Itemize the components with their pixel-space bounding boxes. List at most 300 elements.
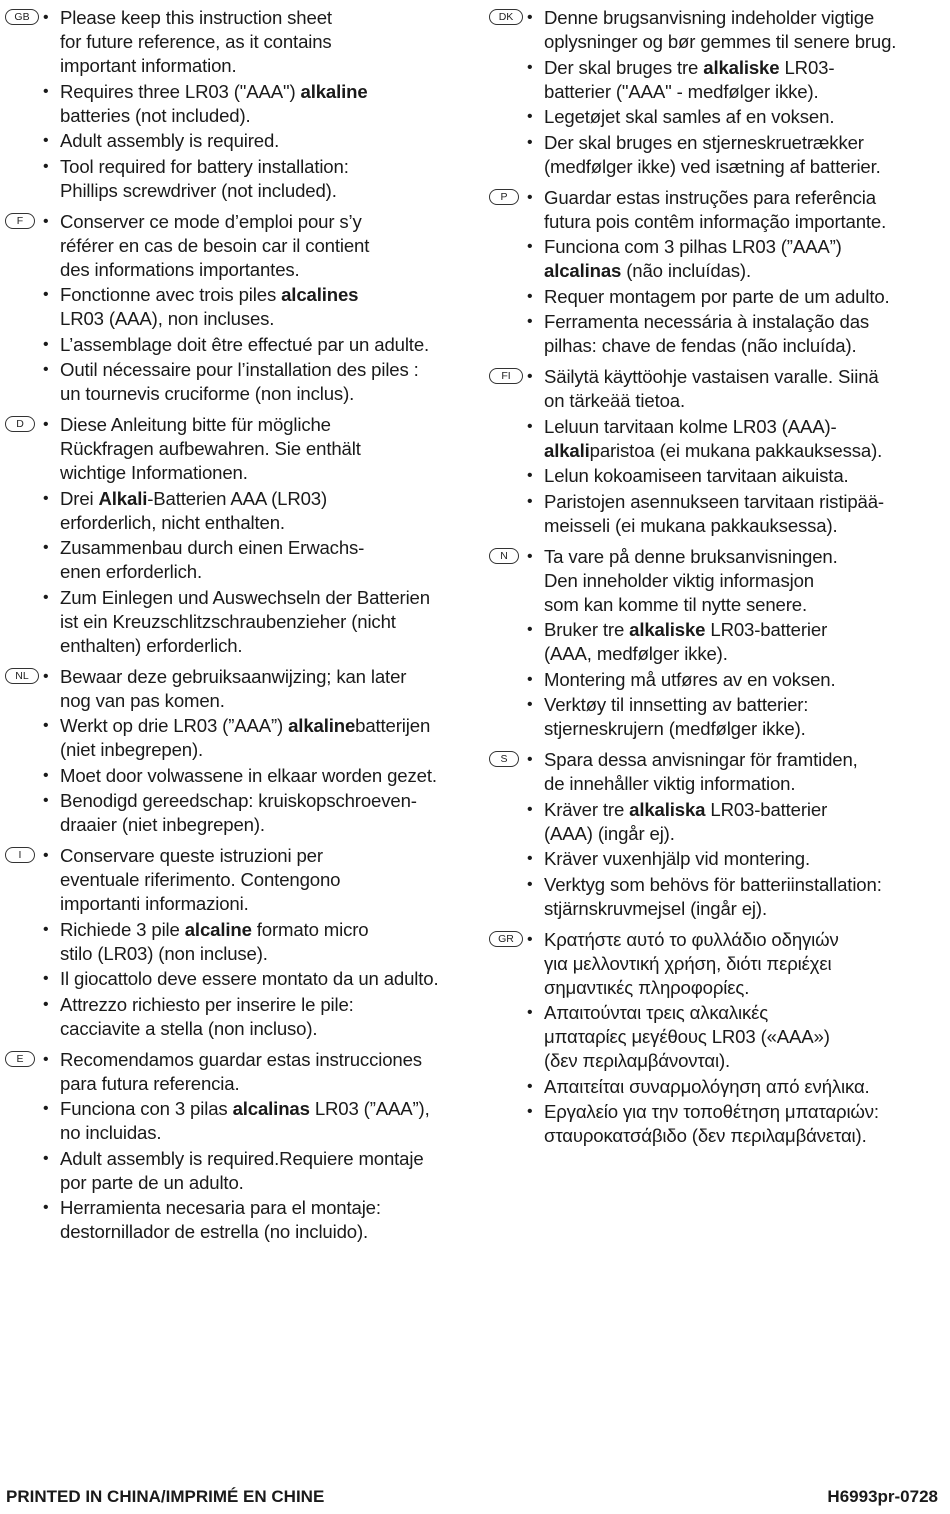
text-run: LR03- [779,56,835,78]
text-run: Outil nécessaire pour l’installation des piles : [60,359,419,380]
text-run: cacciavite a stella (non incluso). [60,1017,318,1039]
text-run: Ta vare på denne bruksanvisningen. [544,545,838,567]
text-run: Zusammenbau durch einen Erwachs- [60,537,365,558]
text-run: για μελλοντική χρήση, διότι περιέχει [544,952,832,974]
text-line [60,560,472,584]
text-run: Der skal bruges tre [544,56,704,78]
text-run: Requer montagem por parte de um adulto. [544,285,890,307]
text-line [60,307,472,331]
bullet-icon: • [43,717,49,734]
text-run: eventuale riferimento. Contengono [60,869,341,890]
language-code-badge: FI [489,368,523,384]
text-run: Fonctionne avec trois piles [60,284,282,305]
instruction-item [527,1100,944,1148]
text-run: Funciona com 3 pilhas LR03 (”AAA”) [544,236,842,257]
instruction-list [43,665,472,838]
text-run: Paristojen asennukseen tarvitaan ristipää- [544,490,884,512]
instruction-item [527,748,944,796]
text-run: Kräver vuxenhjälp vid montering. [544,848,810,869]
section-nl [4,665,472,838]
text-run: no incluidas. [60,1122,162,1143]
text-line [544,1075,944,1099]
text-run: (medfølger ikke) ved isætning af batterier. [544,155,881,177]
text-run: Ferramenta necessária à instalação das [544,311,870,332]
instruction-item [43,586,472,658]
text-line [544,772,944,796]
text-run: importanti informazioni. [60,893,249,914]
text-line [60,30,472,54]
language-code-badge: GB [5,9,39,25]
section-p [488,186,944,359]
text-line [60,155,472,179]
instruction-item [43,1097,472,1145]
text-line [60,813,472,837]
text-run: (AAA) (ingår ej). [544,822,675,844]
text-line [60,258,472,282]
instruction-item [527,668,944,692]
text-line [60,437,472,461]
emphasized-text: alcaline [184,918,252,940]
bullet-icon: • [43,489,49,507]
instruction-list [43,210,472,407]
text-line [544,693,944,717]
text-run: Verktøy til innsetting av batterier: [544,694,809,715]
text-run: Απαιτούνται τρεις αλκαλικές [544,1002,769,1023]
text-line [544,186,944,210]
text-run: Spara dessa anvisningar för framtiden, [544,749,858,770]
print-origin-note: PRINTED IN CHINA/IMPRIMÉ EN CHINE [6,1487,325,1506]
instruction-item [43,129,472,153]
instruction-item [43,358,472,406]
text-line [544,490,944,514]
text-run: batterijen [355,715,431,736]
text-line [60,129,472,153]
language-code-badge: F [5,213,35,229]
bullet-icon: • [43,792,49,809]
instruction-item [43,413,472,485]
section-f [4,210,472,407]
bullet-icon: • [527,751,533,768]
bullet-icon: • [527,9,533,26]
language-code-badge: N [489,548,519,564]
text-line [544,56,944,80]
bullet-icon: • [43,286,49,303]
emphasized-text: alkali [544,439,590,461]
instruction-item [43,789,472,837]
text-line [60,918,472,942]
text-run: de innehåller viktig information. [544,773,796,794]
language-code-badge: P [489,189,519,205]
text-line [544,105,944,129]
bullet-icon: • [527,800,533,818]
text-line [60,487,472,511]
text-line [544,334,944,358]
text-run: oplysninger og bør gemmes til senere brug. [544,31,897,52]
text-line [60,511,472,535]
text-run: important information. [60,55,237,76]
bullet-icon: • [527,621,533,638]
text-run: σημαντικές πληροφορίες. [544,976,750,998]
bullet-icon: • [43,416,49,433]
section-gb [4,6,472,203]
text-line [60,1072,472,1096]
text-line [544,1001,944,1025]
section-fi [488,365,944,538]
bullet-icon: • [43,1199,49,1216]
emphasized-text: alkaline [288,715,356,736]
bullet-icon: • [527,930,533,948]
text-run: for future reference, as it contains [60,31,332,52]
text-line [544,131,944,155]
text-line [60,461,472,485]
instruction-list [527,748,944,921]
text-line [60,1097,472,1121]
text-run: référer en cas de besoin car il contient [60,234,370,256]
language-code-badge: I [5,847,35,863]
text-run: (δεν περιλαμβάνονται). [544,1050,730,1071]
text-line [544,847,944,871]
text-line [60,789,472,813]
text-line [60,80,472,104]
text-line [544,1025,944,1049]
bullet-icon: • [527,696,533,713]
text-run: Il giocattolo deve essere montato da un adulto. [60,968,439,989]
text-line [544,210,944,234]
text-line [544,569,944,593]
text-line [544,897,944,921]
text-run: Conserver ce mode d’emploi pour s’y [60,210,362,232]
text-run: Richiede 3 pile [60,918,185,940]
text-run: stjärnskruvmejsel (ingår ej). [544,897,767,919]
text-line [60,610,472,634]
text-line [544,310,944,334]
bullet-icon: • [43,847,49,864]
instruction-item [527,1001,944,1073]
text-run: meisseli (ei mukana pakkauksessa). [544,514,838,536]
instruction-item [527,798,944,846]
text-line [60,333,472,357]
instruction-item [527,365,944,413]
bullet-icon: • [43,588,49,606]
text-run: L’assemblage doit être effectué par un adulte. [60,333,430,355]
text-run: Κρατήστε αυτό το φυλλάδιο οδηγιών [544,928,839,950]
text-line [544,464,944,488]
text-line [60,54,472,78]
instruction-item [43,844,472,916]
text-line [544,285,944,309]
text-run: Attrezzo richiesto per inserire le pile: [60,993,354,1015]
emphasized-text: alcalines [281,284,359,305]
instruction-item [527,693,944,741]
text-line [60,665,472,689]
text-line [60,358,472,382]
text-run: Der skal bruges en stjerneskruetrækker [544,131,864,153]
bullet-icon: • [527,492,533,510]
instruction-item [43,80,472,128]
instruction-item [43,967,472,991]
text-line [60,892,472,916]
text-run: enthalten) erforderlich. [60,634,243,656]
instruction-item [43,6,472,78]
text-run: stilo (LR03) (non incluse). [60,942,268,964]
instruction-item [43,993,472,1041]
instruction-item [43,536,472,584]
instruction-item [527,415,944,463]
bullet-icon: • [43,9,49,26]
instruction-item [43,1196,472,1244]
text-line [60,382,472,406]
instruction-item [527,618,944,666]
text-run: Rückfragen aufbewahren. Sie enthält [60,438,361,459]
text-run: Drei [60,487,99,509]
bullet-icon: • [527,368,533,385]
section-i [4,844,472,1041]
instruction-list [43,844,472,1041]
text-line [544,1124,944,1148]
left-column [4,6,472,1251]
bullet-icon: • [527,850,533,867]
text-line [60,234,472,258]
emphasized-text: alkaline [300,80,368,102]
bullet-icon: • [43,82,49,100]
bullet-icon: • [527,670,533,688]
instruction-item [43,210,472,282]
text-line [60,1121,472,1145]
text-line [544,618,944,642]
instruction-item [527,56,944,104]
emphasized-text: alkaliske [703,56,780,78]
bullet-icon: • [43,1149,49,1167]
instruction-item [527,545,944,617]
instruction-item [43,1048,472,1096]
text-run: som kan komme til nytte senere. [544,593,807,615]
text-run: batteries (not included). [60,104,251,126]
instruction-item [43,283,472,331]
text-line [60,868,472,892]
text-run: stjerneskrujern (medfølger ikke). [544,718,806,739]
text-run: Werkt op drie LR03 (”AAA”) [60,715,289,736]
instruction-item [43,333,472,357]
text-line [60,714,472,738]
bullet-icon: • [527,547,533,565]
text-run: enen erforderlich. [60,561,203,582]
text-line [544,80,944,104]
text-run: Adult assembly is required. [60,130,280,151]
text-run: ist ein Kreuzschlitzschraubenzieher (nicht [60,610,396,632]
instruction-item [527,131,944,179]
instruction-item [527,1075,944,1099]
text-run: destornillador de estrella (no incluido). [60,1221,369,1242]
emphasized-text: alcalinas [232,1098,310,1119]
bullet-icon: • [527,58,533,76]
text-line [544,976,944,1000]
text-line [544,235,944,259]
text-run: (não incluídas). [621,260,751,281]
text-run: Leluun tarvitaan kolme LR03 (AAA)- [544,415,837,437]
bullet-icon: • [43,667,49,685]
text-line [544,155,944,179]
language-code-badge: D [5,416,35,432]
instruction-list [43,413,472,658]
text-run: pilhas: chave de fendas (não incluída). [544,335,857,356]
text-line [544,545,944,569]
language-code-badge: GR [489,931,523,947]
text-run: formato micro [251,918,369,940]
bullet-icon: • [527,1077,533,1095]
instruction-item [527,847,944,871]
bullet-icon: • [43,361,49,378]
text-line [544,6,944,30]
text-line [60,1220,472,1244]
text-run: wichtige Informationen. [60,462,248,483]
text-run: para futura referencia. [60,1072,240,1094]
text-run: Säilytä käyttöohje vastaisen varalle. Siinä [544,366,879,387]
text-run: Legetøjet skal samles af en voksen. [544,106,835,127]
bullet-icon: • [527,313,533,330]
text-run: Απαιτείται συναρμολόγηση από ενήλικα. [544,1075,870,1097]
bullet-icon: • [43,766,49,784]
instruction-list [527,928,944,1149]
text-run: Guardar estas instruções para referência [544,186,876,208]
text-line [60,1171,472,1195]
instruction-item [43,764,472,788]
text-run: futura pois contêm informação importante. [544,210,887,232]
instruction-item [527,490,944,538]
text-run: des informations importantes. [60,258,300,280]
bullet-icon: • [43,920,49,938]
instruction-item [527,105,944,129]
bullet-icon: • [43,157,49,175]
section-s [488,748,944,921]
bullet-icon: • [43,335,49,353]
instruction-item [527,235,944,283]
instruction-list [43,6,472,203]
section-n [488,545,944,742]
text-line [60,210,472,234]
bullet-icon: • [527,188,533,206]
text-run: LR03-batterier [705,798,828,820]
text-run: Den inneholder viktig informasjon [544,569,814,591]
bullet-icon: • [527,133,533,151]
text-line [544,642,944,666]
bullet-icon: • [43,1050,49,1068]
text-line [60,586,472,610]
text-line [60,738,472,762]
instruction-item [527,310,944,358]
text-line [60,6,472,30]
text-run: Adult assembly is required.Requiere montaje [60,1147,424,1169]
bullet-icon: • [527,108,533,125]
text-run: por parte de un adulto. [60,1171,244,1193]
instruction-item [527,873,944,921]
text-line [60,1196,472,1220]
text-run: Bewaar deze gebruiksaanwijzing; kan later [60,665,407,687]
instruction-item [43,918,472,966]
bullet-icon: • [527,1004,533,1021]
part-number: H6993pr-0728 [827,1487,938,1506]
text-run: Moet door volwassene in elkaar worden gezet. [60,764,437,786]
text-run: erforderlich, nicht enthalten. [60,511,285,533]
text-run: Montering må utføres av en voksen. [544,668,836,690]
text-line [60,942,472,966]
text-line [60,764,472,788]
instruction-list [527,6,944,179]
text-line [544,389,944,413]
text-line [60,1147,472,1171]
section-d [4,413,472,658]
bullet-icon: • [527,875,533,893]
bullet-icon: • [527,238,533,255]
text-run: LR03 (AAA), non incluses. [60,308,275,329]
text-run: Herramienta necesaria para el montaje: [60,1197,381,1218]
instruction-item [43,665,472,713]
text-run: Kräver tre [544,798,630,820]
text-run: Zum Einlegen und Auswechseln der Batterien [60,586,430,608]
text-line [60,1048,472,1072]
text-line [544,873,944,897]
language-code-badge: S [489,751,519,767]
text-run: Please keep this instruction sheet [60,7,332,28]
instruction-item [43,1147,472,1195]
language-code-badge: DK [489,9,523,25]
section-gr [488,928,944,1149]
bullet-icon: • [43,995,49,1013]
right-column [488,6,944,1155]
text-line [60,104,472,128]
emphasized-text: Alkali [98,487,148,509]
text-line [60,689,472,713]
text-line [544,1100,944,1124]
text-line [544,952,944,976]
text-line [544,415,944,439]
text-run: (niet inbegrepen). [60,739,204,760]
text-run: LR03 (”AAA”), [309,1098,430,1119]
bullet-icon: • [43,539,49,556]
text-line [544,798,944,822]
text-line [60,283,472,307]
text-run: Εργαλείο για την τοποθέτηση μπαταριών: [544,1101,879,1122]
text-run: Requires three LR03 ("AAA") [60,80,301,102]
text-line [544,668,944,692]
text-line [544,365,944,389]
text-run: Tool required for battery installation: [60,155,349,177]
text-run: μπαταρίες μεγέθους LR03 («AAA») [544,1026,830,1047]
bullet-icon: • [43,212,49,230]
text-line [544,822,944,846]
text-line [544,717,944,741]
text-line [60,993,472,1017]
language-code-badge: NL [5,668,39,684]
text-run: Phillips screwdriver (not included). [60,179,337,201]
text-run: Recomendamos guardar estas instrucciones [60,1048,422,1070]
language-code-badge: E [5,1051,35,1067]
emphasized-text: alkaliska [629,798,706,820]
text-run: batterier ("AAA" - medfølger ikke). [544,80,819,102]
text-line [60,967,472,991]
bullet-icon: • [527,287,533,305]
bullet-icon: • [43,970,49,987]
text-line [60,413,472,437]
text-line [544,30,944,54]
instruction-item [527,464,944,488]
bullet-icon: • [527,417,533,435]
text-line [544,514,944,538]
text-run: paristoa (ei mukana pakkauksessa). [589,439,883,461]
text-run: Diese Anleitung bitte für mögliche [60,414,331,435]
text-line [544,928,944,952]
text-run: Funciona con 3 pilas [60,1098,233,1119]
text-line [60,634,472,658]
